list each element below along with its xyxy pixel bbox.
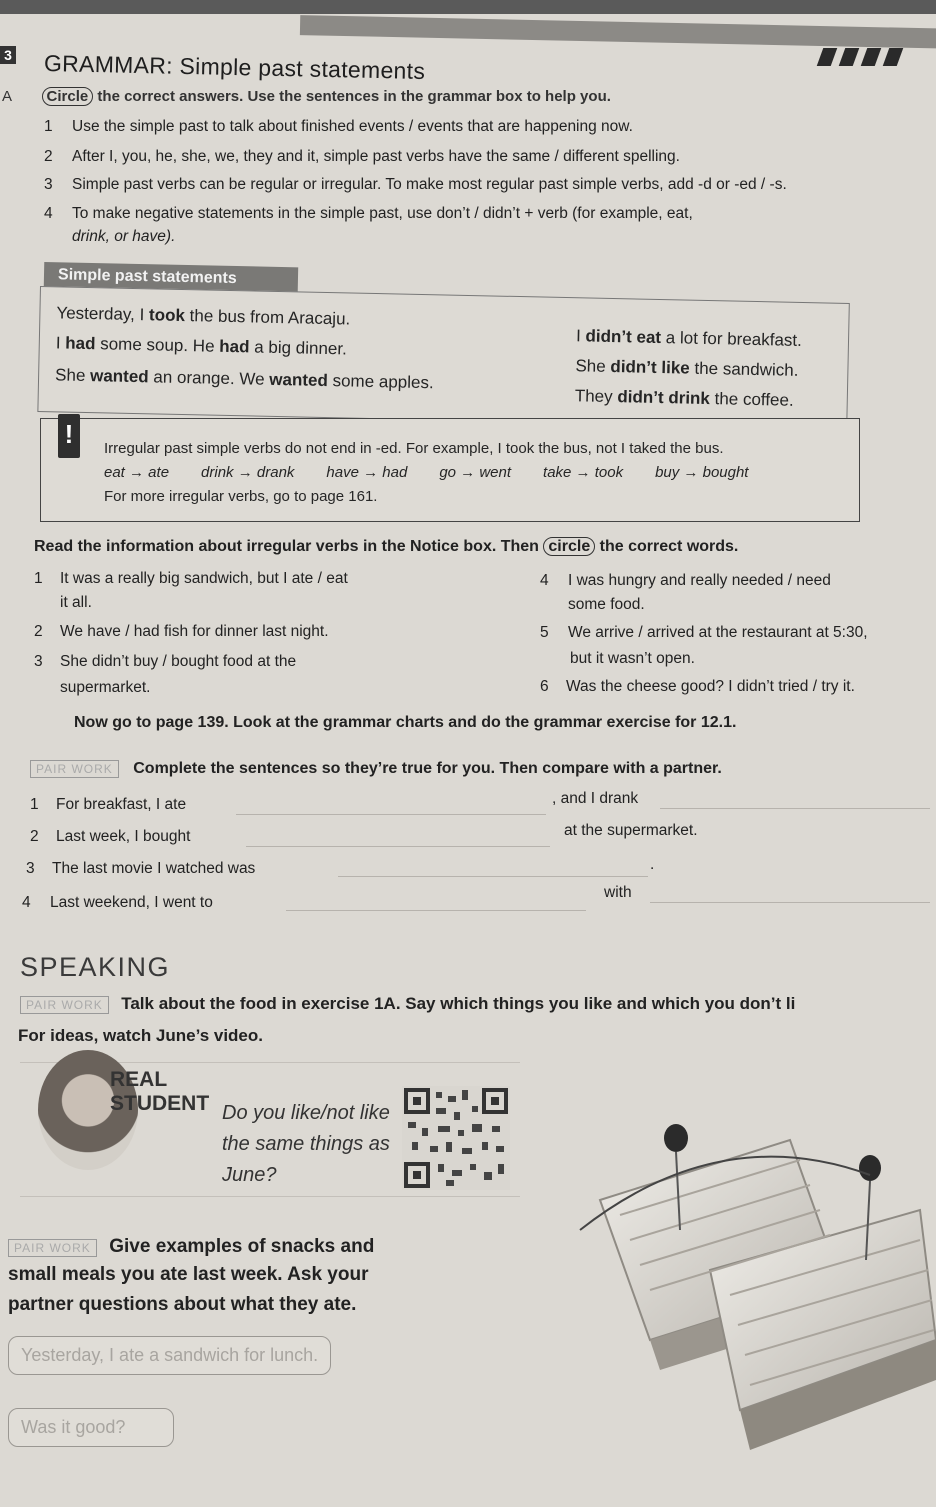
real-student-logo: REAL STUDENT [110, 1068, 210, 1115]
notice-exclamation-icon: ! [58, 414, 80, 458]
pair-work-tag: PAIR WORK [30, 760, 119, 778]
header-band [300, 15, 936, 49]
exercise-d-item-mid: at the supermarket. [564, 822, 698, 839]
exercise-b-item: 6 Was the cheese good? I didn’t tried / try it. [540, 678, 855, 695]
sandwich-photo [540, 1080, 936, 1460]
circle-word: circle [543, 537, 595, 556]
exercise-b-item: 3 She didn’t buy / bought food at the [34, 653, 297, 670]
exercise-a-instruction [2, 88, 611, 105]
exercise-letter: A [2, 88, 12, 105]
answer-line[interactable] [246, 846, 550, 847]
exercise-d-item-mid: with [604, 884, 632, 901]
speaking-instruction: Talk about the food in exercise 1A. Say which things you like and which you don’t li [121, 994, 796, 1013]
notice-line: Irregular past simple verbs do not end in -ed. For example, I took the bus, not I taked the bus. [104, 440, 724, 457]
exercise-b-item-continued: but it wasn’t open. [570, 650, 695, 667]
pair-work-2-line: small meals you ate last week. Ask your [8, 1264, 369, 1285]
header-stripes [820, 48, 930, 66]
pair-work-2-line: Give examples of snacks and [109, 1236, 375, 1257]
section-title: GRAMMAR: Simple past statements [43, 50, 426, 84]
exercise-b-instruction: Read the information about irregular verbs in the Notice box. Then circle the correct words. [34, 538, 739, 555]
item-number: 4 [44, 205, 53, 222]
exercise-d-item-mid: . [650, 856, 655, 873]
exercise-b-item-continued: supermarket. [60, 679, 151, 696]
exercise-b-item: 2 We have / had fish for dinner last night. [34, 623, 329, 640]
item-text: After I, you, he, she, we, they and it, simple past verbs have the same / different spelling. [72, 148, 680, 165]
answer-line[interactable] [338, 876, 648, 877]
answer-line[interactable] [650, 902, 930, 903]
grammar-example: I had some soup. He had a big dinner. [55, 333, 348, 359]
exercise-d-item: 2 Last week, I bought [30, 828, 191, 845]
exercise-a-item-continued: drink, or have). [72, 228, 176, 245]
exercise-d-item: 4 Last weekend, I went to [22, 894, 213, 911]
grammar-example: Yesterday, I took the bus from Aracaju. [56, 303, 351, 329]
exercise-a-item [44, 118, 633, 136]
grammar-example: She didn’t like the sandwich. [575, 356, 799, 380]
exercise-c-instruction: Now go to page 139. Look at the grammar charts and do the grammar exercise for 12.1. [74, 714, 737, 731]
answer-line[interactable] [236, 814, 546, 815]
grammar-example: They didn’t drink the coffee. [574, 386, 794, 410]
exercise-a-item [44, 176, 787, 194]
exercise-d-item: 1 For breakfast, I ate [30, 796, 187, 813]
exercise-d-item: 3 The last movie I watched was [26, 860, 256, 877]
speaking-instruction-row [20, 994, 795, 1014]
grammar-example: She wanted an orange. We wanted some apples. [54, 365, 434, 393]
exercise-b-item: 1 It was a really big sandwich, but I ate / eat [34, 570, 348, 587]
grammar-box [37, 286, 849, 429]
exercise-d-header [30, 760, 722, 778]
qr-code-icon[interactable] [402, 1086, 510, 1190]
item-text: To make negative statements in the simple past, use don’t / didn’t + verb (for example, eat, [72, 205, 693, 222]
top-edge-bar [0, 0, 936, 14]
exercise-a-text: the correct answers. Use the sentences in the grammar box to help you. [97, 88, 611, 105]
exercise-d-item-mid: , and I drank [552, 790, 639, 807]
item-number: 1 [44, 118, 53, 135]
answer-line[interactable] [660, 808, 930, 809]
exercise-b-item-continued: some food. [568, 596, 645, 613]
exercise-b-item: 5 We arrive / arrived at the restaurant at 5:30, [540, 624, 868, 641]
notice-line: For more irregular verbs, go to page 161. [104, 488, 378, 505]
speech-bubble: Was it good? [8, 1408, 174, 1447]
speech-bubble: Yesterday, I ate a sandwich for lunch. [8, 1336, 331, 1375]
exercise-a-item [44, 148, 680, 166]
pair-work-tag: PAIR WORK [20, 996, 109, 1014]
grammar-box-label: Simple past statements [44, 262, 298, 293]
speaking-heading: SPEAKING [20, 952, 171, 982]
exercise-b-item-continued: it all. [60, 594, 92, 611]
exercise-a-item [44, 205, 693, 223]
item-number: 2 [44, 148, 53, 165]
grammar-example: I didn’t eat a lot for breakfast. [575, 326, 803, 350]
section-number-badge: 3 [0, 46, 16, 64]
exercise-d-instruction: Complete the sentences so they’re true for you. Then compare with a partner. [133, 760, 722, 777]
item-text: Simple past verbs can be regular or irregular. To make most regular past simple verbs, add -d or -ed / -s. [72, 176, 787, 193]
item-number: 3 [44, 176, 53, 193]
notice-verb-list: eat → ate drink → drank have → had go → went take → took buy → bought [104, 464, 749, 481]
pair-work-2-header [8, 1236, 374, 1258]
divider [20, 1196, 520, 1197]
video-question: Do you like/not like the same things as June? [222, 1102, 390, 1186]
speaking-ideas: For ideas, watch June’s video. [18, 1026, 263, 1045]
item-text: Use the simple past to talk about finished events / events that are happening now. [72, 118, 633, 135]
pair-work-tag: PAIR WORK [8, 1239, 97, 1257]
exercise-b-item: 4 I was hungry and really needed / need [540, 572, 831, 589]
pair-work-2-line: partner questions about what they ate. [8, 1294, 357, 1315]
circle-word: Circle [42, 87, 94, 106]
answer-line[interactable] [286, 910, 586, 911]
